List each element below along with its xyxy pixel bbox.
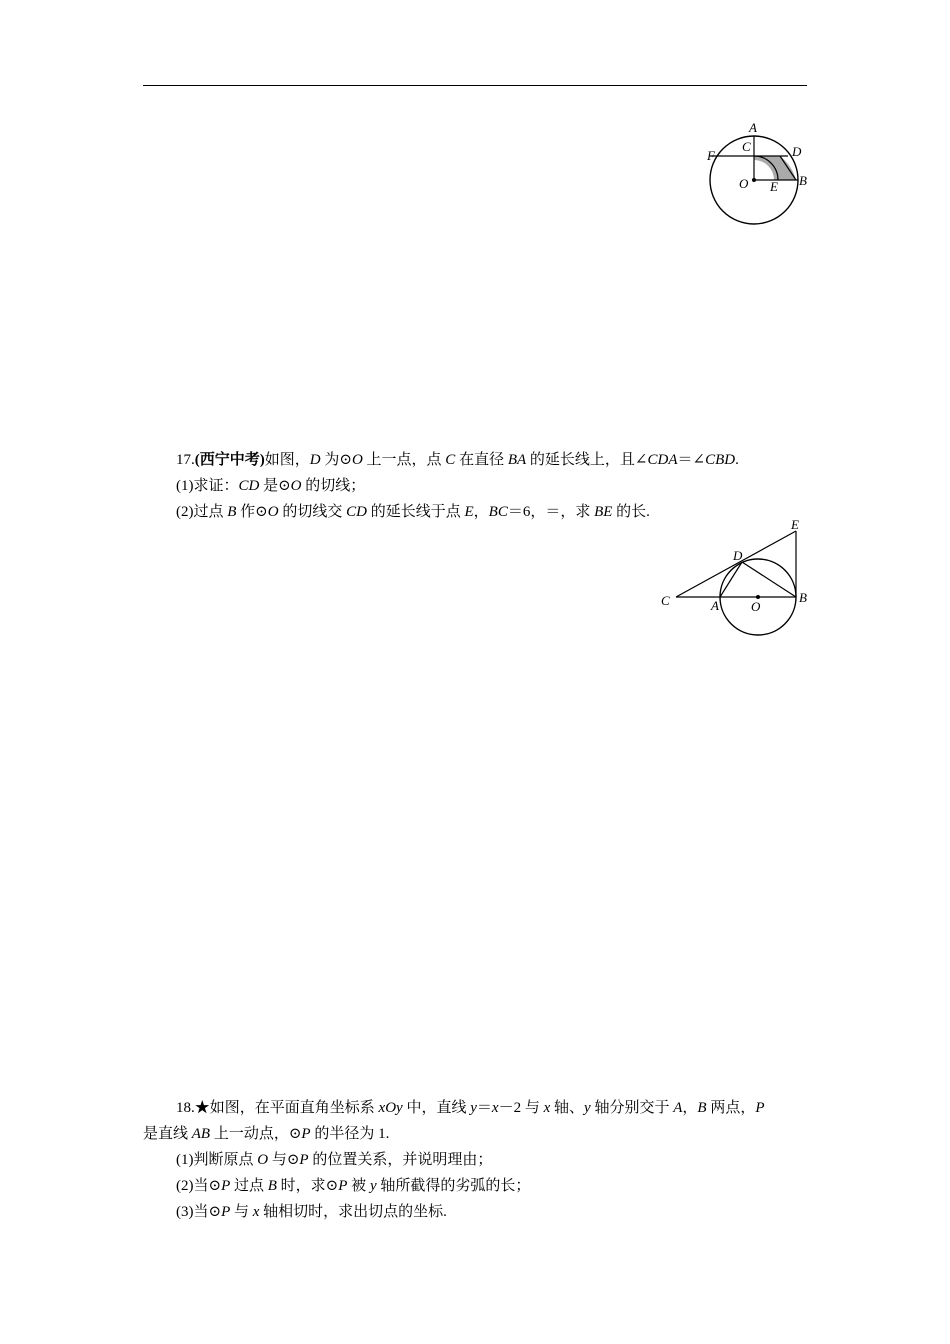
math-var: x (252, 1204, 260, 1220)
math-var: E (464, 504, 474, 520)
text: 如图， (264, 452, 310, 468)
math-var: CDA (647, 452, 678, 468)
star-icon: ★ (194, 1100, 210, 1116)
problem-18-statement-line-1 (143, 1095, 807, 1121)
math-var: CD (238, 478, 260, 494)
figure-1-circle-sector (700, 118, 820, 228)
text: 的延长线上，且∠ (526, 452, 648, 468)
text: ， (473, 504, 489, 520)
text: 的半径为 1. (310, 1126, 390, 1142)
text: 过点 (230, 1178, 268, 1194)
problem-17 (143, 447, 807, 525)
label-c: C (742, 139, 751, 154)
label-e: E (791, 517, 799, 532)
center-point-o (752, 178, 756, 182)
text: . (735, 452, 739, 468)
text: 轴所截得的劣弧的长； (376, 1178, 531, 1194)
text: 上一点，点 (362, 452, 446, 468)
label-f: F (707, 148, 715, 163)
problem-17-source: (西宁中考) (194, 452, 265, 468)
text: 时，求⊙ (276, 1178, 339, 1194)
text: 如图，在平面直角坐标系 (209, 1100, 379, 1116)
math-var: xOy (378, 1100, 403, 1116)
label-o: O (751, 599, 761, 614)
text: 是直线 (143, 1126, 192, 1142)
problem-18-number: 18. (176, 1100, 195, 1116)
math-var: P (301, 1126, 311, 1142)
text: ＝ (476, 1100, 492, 1116)
problem-18-part-3 (143, 1199, 807, 1225)
label-e: E (770, 179, 778, 194)
math-var: D (309, 452, 321, 468)
text: －2 与 (498, 1100, 544, 1116)
math-var: B (227, 504, 237, 520)
label-c: C (661, 593, 670, 608)
math-var: x (491, 1100, 499, 1116)
label-d: D (792, 144, 802, 159)
math-var: AB (191, 1126, 211, 1142)
math-var: x (543, 1100, 551, 1116)
math-var: P (299, 1152, 309, 1168)
math-var: P (221, 1204, 231, 1220)
math-var: P (221, 1178, 231, 1194)
text: 中，直线 (402, 1100, 471, 1116)
text: (2)过点 (176, 504, 228, 520)
text: ， (682, 1100, 698, 1116)
text: (3)当⊙ (176, 1204, 222, 1220)
math-var: CD (346, 504, 367, 520)
math-var: B (697, 1100, 707, 1116)
label-o: O (739, 176, 749, 191)
math-var: O (290, 478, 302, 494)
math-var: BC (488, 504, 508, 520)
problem-17-number: 17. (176, 452, 195, 468)
math-var: CBD (705, 452, 736, 468)
math-var: O (257, 1152, 269, 1168)
text: 是⊙ (259, 478, 291, 494)
text: 轴、 (550, 1100, 585, 1116)
math-var: y (470, 1100, 477, 1116)
math-var: y (369, 1178, 377, 1194)
text: 轴相切时，求出切点的坐标. (259, 1204, 447, 1220)
text: (2)当⊙ (176, 1178, 222, 1194)
text: 与⊙ (268, 1152, 300, 1168)
text: 两点， (706, 1100, 756, 1116)
text: 的切线交 (278, 504, 347, 520)
problem-18-statement-line-2 (143, 1121, 807, 1147)
label-a: A (749, 120, 757, 135)
math-var: P (338, 1178, 348, 1194)
label-d: D (733, 548, 743, 563)
problem-17-statement (143, 447, 807, 473)
text: 被 (347, 1178, 370, 1194)
text: 为⊙ (320, 452, 352, 468)
problem-18-part-1 (143, 1147, 807, 1173)
math-var: BA (507, 452, 527, 468)
math-var: C (445, 452, 456, 468)
math-var: BE (594, 504, 613, 520)
segment-db (742, 562, 796, 597)
problem-17-part-1 (143, 473, 807, 499)
text: 在直径 (455, 452, 508, 468)
math-var: B (267, 1178, 277, 1194)
text: 作⊙ (236, 504, 268, 520)
math-var: y (584, 1100, 591, 1116)
figure-2-tangent (656, 515, 816, 640)
text: ＝∠ (677, 452, 706, 468)
text: (1)求证： (176, 478, 239, 494)
text: 的切线； (301, 478, 366, 494)
text: 的长. (612, 504, 650, 520)
label-b: B (799, 590, 807, 605)
math-var: O (267, 504, 279, 520)
text: 的延长线于点 (366, 504, 465, 520)
math-var: A (673, 1100, 683, 1116)
text: 轴分别交于 (590, 1100, 674, 1116)
text: 的位置关系，并说明理由； (308, 1152, 493, 1168)
problem-18-part-2 (143, 1173, 807, 1199)
text: 上一动点，⊙ (210, 1126, 302, 1142)
text: ＝6，＝，求 (507, 504, 595, 520)
header-rule (143, 85, 807, 86)
text: (1)判断原点 (176, 1152, 258, 1168)
math-var: P (755, 1100, 765, 1116)
label-a: A (711, 598, 719, 613)
math-var: O (351, 452, 363, 468)
label-b: B (799, 173, 807, 188)
text: 与 (230, 1204, 253, 1220)
problem-18 (143, 1095, 807, 1225)
